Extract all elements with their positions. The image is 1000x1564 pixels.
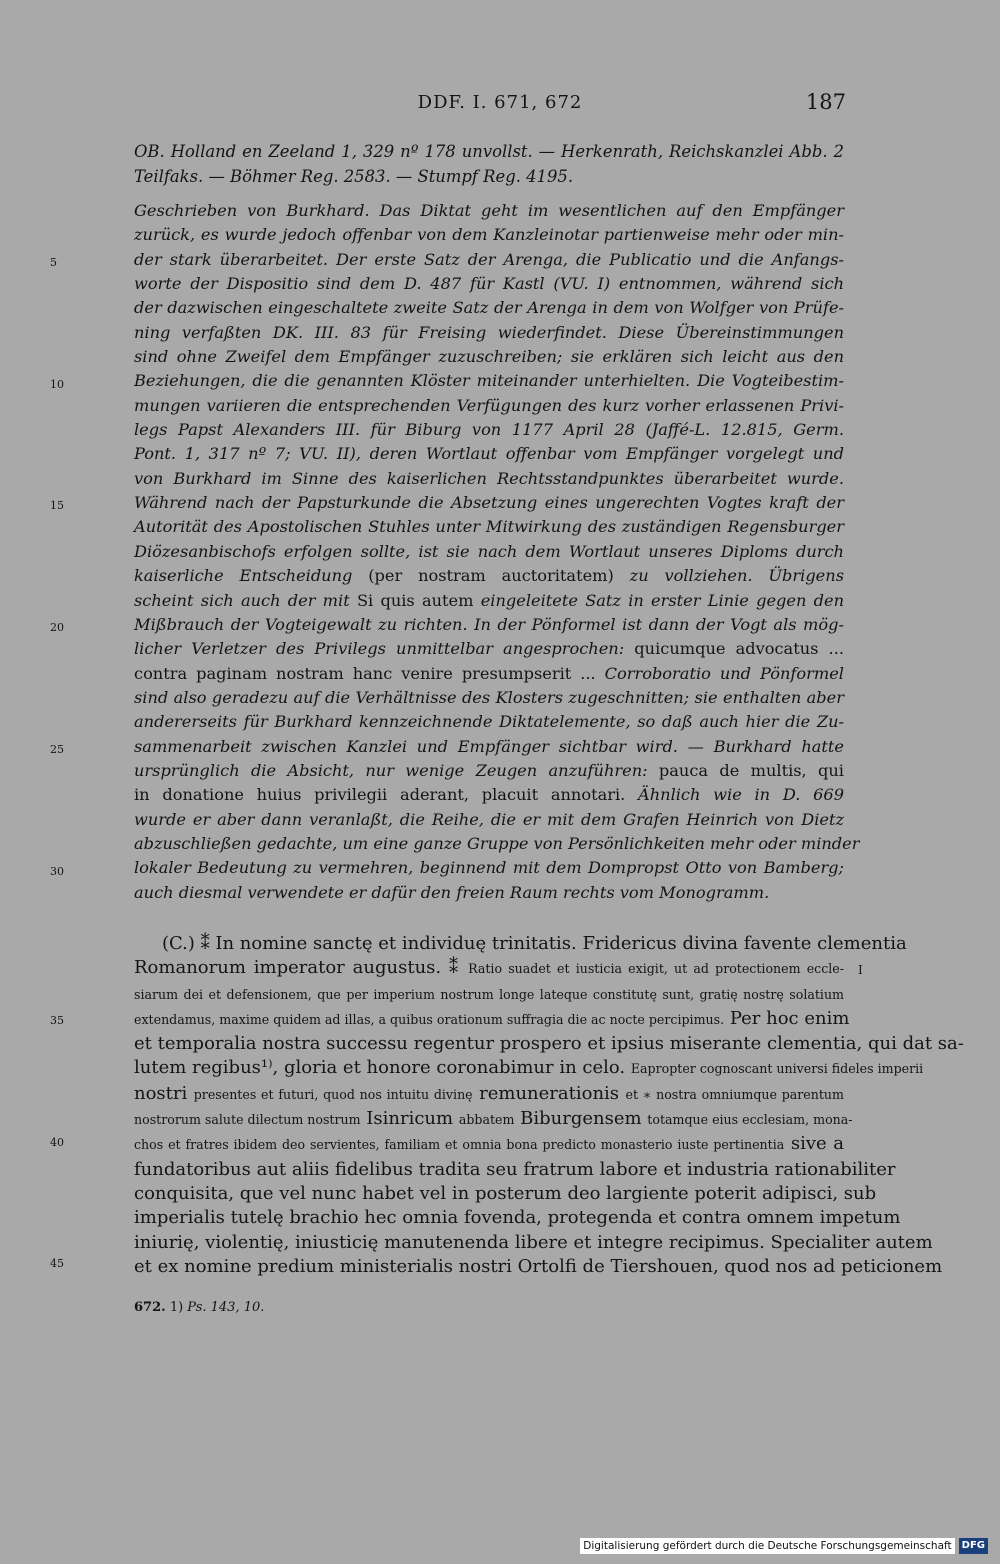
charter-line: [134, 1206, 901, 1230]
charter-text: et temporalia nostra successu regentur prospero et ipsius miserante clementia, qui dat sa-: [134, 1033, 964, 1055]
commentary-text: eingeleitete Satz in erster Linie gegen den: [473, 590, 844, 610]
commentary-line: [134, 637, 844, 661]
charter-text: Isinricum: [360, 1108, 459, 1130]
commentary-text: der stark überarbeitet. Der erste Satz der Arenga, die Publicatio und die Anfangs-: [134, 249, 844, 269]
charter-text: lutem regibus¹⁾, gloria et honore coronabimur in celo.: [134, 1057, 631, 1079]
charter-small-text: totamque eius ecclesiam, mona-: [647, 1112, 853, 1128]
charter-line: [134, 1056, 924, 1081]
commentary-text: Ähnlich wie in D. 669: [625, 785, 844, 805]
commentary-line: [134, 248, 844, 272]
line-number: 25: [50, 743, 64, 756]
commentary-text: Während nach der Papsturkunde die Absetzung eines ungerechten Vogtes kraft der: [134, 493, 844, 513]
commentary-line: [134, 589, 844, 613]
line-number: 15: [50, 499, 64, 512]
commentary-line: [134, 735, 844, 759]
charter-line: [134, 1182, 877, 1206]
commentary-text: sammenarbeit zwischen Kanzlei und Empfänger sichtbar wird. — Burkhard hatte: [134, 736, 844, 756]
commentary-text: scheint sich auch der mit: [134, 590, 357, 610]
charter-small-text: abbatem: [458, 1112, 515, 1128]
commentary-text: licher Verletzer des Privilegs unmittelbar angesprochen:: [134, 639, 635, 659]
charter-small-text: Eapropter cognoscant universi fideles imperii: [630, 1061, 924, 1077]
charter-small-text: siarum dei et defensionem, que per imperium nostrum longe lateque constitutę sunt, gratię nostrę solatium: [134, 986, 844, 1002]
charter-line: [134, 1132, 844, 1157]
commentary-line: [134, 369, 844, 393]
charter-line: [134, 932, 907, 956]
footnote-text: Ps. 143, 10.: [187, 1300, 265, 1315]
commentary-line: [134, 296, 844, 320]
commentary-text: Autorität des Apostolischen Stuhles unter Mitwirkung des zuständigen Regensburger: [134, 517, 844, 537]
charter-small-text: presentes et futuri, quod nos intuitu divinę: [193, 1086, 473, 1102]
line-number: 10: [50, 378, 64, 391]
commentary-text: lokaler Bedeutung zu vermehren, beginnend mit dem Dompropst Otto von Bamberg;: [134, 858, 844, 878]
commentary-text: von Burkhard im Sinne des kaiserlichen Rechtsstandpunktes überarbeitet wurde.: [134, 468, 844, 488]
line-number: 20: [50, 621, 64, 634]
commentary-line: [134, 856, 844, 880]
commentary-line: [134, 418, 844, 442]
charter-line: [134, 1032, 964, 1056]
commentary-line: [134, 564, 844, 588]
charter-small-text: chos et fratres ibidem deo servientes, familiam et omnia bona predicto monasterio iuste pertinentia: [134, 1137, 785, 1153]
commentary-text: sind ohne Zweifel dem Empfänger zuzuschreiben; sie erklären sich leicht aus den: [134, 347, 844, 367]
charter-line: [134, 1007, 850, 1032]
commentary-text: wurde er aber dann veranlaßt, die Reihe, die er mit dem Grafen Heinrich von Dietz: [134, 809, 844, 829]
commentary-block: [134, 199, 860, 905]
charter-text: (C.) ⁑ In nomine sanctę et individuę trinitatis. Fridericus divina favente clementia: [162, 933, 907, 954]
charter-text: nostri: [134, 1082, 194, 1104]
commentary-line: [134, 662, 844, 686]
commentary-text: Beziehungen, die die genannten Klöster miteinander unterhielten. Die Vogteibestim-: [134, 371, 844, 391]
quoted-latin: quicumque advocatus ...: [634, 639, 844, 659]
charter-text: et ex nomine predium ministerialis nostri Ortolfi de Tiershouen, quod nos ad peticionem: [134, 1255, 943, 1277]
charter-text: Romanorum imperator augustus. ⁑: [134, 957, 469, 979]
commentary-text: Geschrieben von Burkhard. Das Diktat geht im wesentlichen auf den Empfänger: [134, 201, 844, 220]
commentary-line: [134, 345, 844, 369]
quoted-latin: in donatione huius privilegii aderant, placuit annotari.: [134, 785, 626, 805]
running-title: DDF. I. 671, 672: [417, 92, 583, 113]
funding-notice: [580, 1538, 988, 1554]
commentary-line: [134, 881, 844, 905]
commentary-text: legs Papst Alexanders III. für Biburg von 1177 April 28 (Jaffé-L. 12.815, Germ.: [134, 420, 844, 440]
charter-line: [134, 956, 844, 981]
charter-line: [134, 1231, 933, 1255]
commentary-text: abzuschließen gedachte, um eine ganze Gruppe von Persönlichkeiten mehr oder minder: [134, 833, 860, 853]
commentary-text: mungen variieren die entsprechenden Verfügungen des kurz vorher erlassenen Privi-: [134, 395, 844, 415]
commentary-text: worte der Dispositio sind dem D. 487 für Kastl (VU. I) entnommen, während sich: [134, 274, 844, 294]
quoted-latin: (per nostram auctoritatem): [368, 566, 614, 586]
charter-text: iniurię, violentię, iniusticię manutenenda libere et integre recipimus. Specialiter autem: [134, 1231, 933, 1253]
commentary-text: ursprünglich die Absicht, nur wenige Zeugen anzuführen:: [134, 760, 659, 780]
dfg-logo-icon: DFG: [959, 1538, 988, 1554]
commentary-line: [134, 808, 844, 832]
commentary-line: [134, 710, 844, 734]
commentary-text: andererseits für Burkhard kennzeichnende Diktatelemente, so daß auch hier die Zu-: [134, 712, 844, 732]
commentary-text: ning verfaßten DK. III. 83 für Freising wiederfindet. Diese Übereinstimmungen: [134, 322, 844, 342]
funding-notice-text: Digitalisierung gefördert durch die Deutsche Forschungsgemeinschaft: [580, 1538, 954, 1554]
quoted-latin: contra paginam nostram hanc venire presumpserit ...: [134, 663, 596, 683]
charter-text: fundatoribus aut aliis fidelibus tradita seu fratrum labore et industria rationabiliter: [134, 1158, 896, 1180]
charter-marginal-note: I: [858, 963, 863, 977]
charter-small-text: Ratio suadet et iusticia exigit, ut ad protectionem eccle-: [468, 961, 845, 977]
quoted-latin: Si quis autem: [356, 590, 474, 610]
charter-line: [134, 1107, 853, 1132]
commentary-line: [134, 613, 844, 637]
commentary-text: auch diesmal verwendete er dafür den freien Raum rechts vom Monogramm.: [134, 882, 770, 902]
line-number: 45: [50, 1257, 64, 1270]
commentary-line: [134, 223, 844, 247]
literature-line: Teilfaks. — Böhmer Reg. 2583. — Stumpf Reg. 4195.: [134, 166, 574, 186]
line-number: 30: [50, 865, 64, 878]
commentary-line: [134, 832, 860, 856]
commentary-text: der dazwischen eingeschaltete zweite Satz der Arenga in dem von Wolfger von Prüfe-: [134, 298, 844, 318]
commentary-line: [134, 491, 844, 515]
charter-line: [134, 1255, 943, 1279]
commentary-line: [134, 442, 844, 466]
footnote-label: 672.: [134, 1300, 166, 1315]
commentary-line: [134, 540, 844, 564]
charter-small-text: nostrorum salute dilectum nostrum: [134, 1112, 361, 1128]
literature-block: [134, 140, 844, 189]
charter-line: [134, 1082, 844, 1107]
commentary-line: [134, 686, 844, 710]
commentary-text: Corroboratio und Pönformel: [595, 663, 844, 683]
quoted-latin: pauca de multis, qui: [658, 760, 844, 780]
line-number: 35: [50, 1014, 64, 1027]
footnote-number: 1): [169, 1300, 184, 1315]
commentary-text: zurück, es wurde jedoch offenbar von dem Kanzleinotar partienweise mehr oder min-: [134, 225, 844, 245]
footnote: [134, 1300, 264, 1315]
commentary-line: [134, 199, 844, 223]
commentary-text: sind also geradezu auf die Verhältnisse des Klosters zugeschnitten; sie enthalten aber: [134, 687, 844, 707]
commentary-text: Mißbrauch der Vogteigewalt zu richten. In der Pönformel ist dann der Vogt als mög-: [134, 614, 844, 634]
commentary-line: [134, 759, 844, 783]
commentary-line: [134, 783, 844, 807]
charter-small-text: et ∗ nostra omniumque parentum: [625, 1086, 844, 1102]
commentary-text: kaiserliche Entscheidung: [134, 566, 369, 586]
charter-text: Per hoc enim: [724, 1007, 850, 1029]
charter-text: [134, 932, 964, 1279]
charter-text: Biburgensem: [514, 1108, 648, 1130]
charter-text: imperialis tutelę brachio hec omnia fovenda, protegenda et contra omnem impetum: [134, 1207, 901, 1229]
charter-small-text: extendamus, maxime quidem ad illas, a quibus orationum suffragia die ac nocte percipimus.: [134, 1011, 725, 1027]
commentary-text: Diözesanbischofs erfolgen sollte, ist sie nach dem Wortlaut unseres Diploms durch: [134, 541, 844, 561]
charter-text: sive a: [784, 1133, 844, 1155]
commentary-text: zu vollziehen. Übrigens: [613, 566, 844, 586]
commentary-text: Pont. 1, 317 nº 7; VU. II), deren Wortlaut offenbar vom Empfänger vorgelegt und: [134, 444, 844, 464]
charter-text: remunerationis: [472, 1082, 626, 1104]
charter-line: [134, 1158, 896, 1182]
page-number: 187: [805, 90, 846, 114]
line-number: 40: [50, 1136, 64, 1149]
commentary-line: [134, 515, 844, 539]
literature-line: OB. Holland en Zeeland 1, 329 nº 178 unvollst. — Herkenrath, Reichskanzlei Abb. 2: [134, 142, 844, 161]
commentary-line: [134, 321, 844, 345]
charter-line: [134, 982, 844, 1007]
commentary-line: [134, 394, 844, 418]
commentary-line: [134, 467, 844, 491]
commentary-line: [134, 272, 844, 296]
charter-text: conquisita, que vel nunc habet vel in posterum deo largiente poterit adipisci, sub: [134, 1182, 877, 1204]
line-number: 5: [50, 256, 57, 269]
